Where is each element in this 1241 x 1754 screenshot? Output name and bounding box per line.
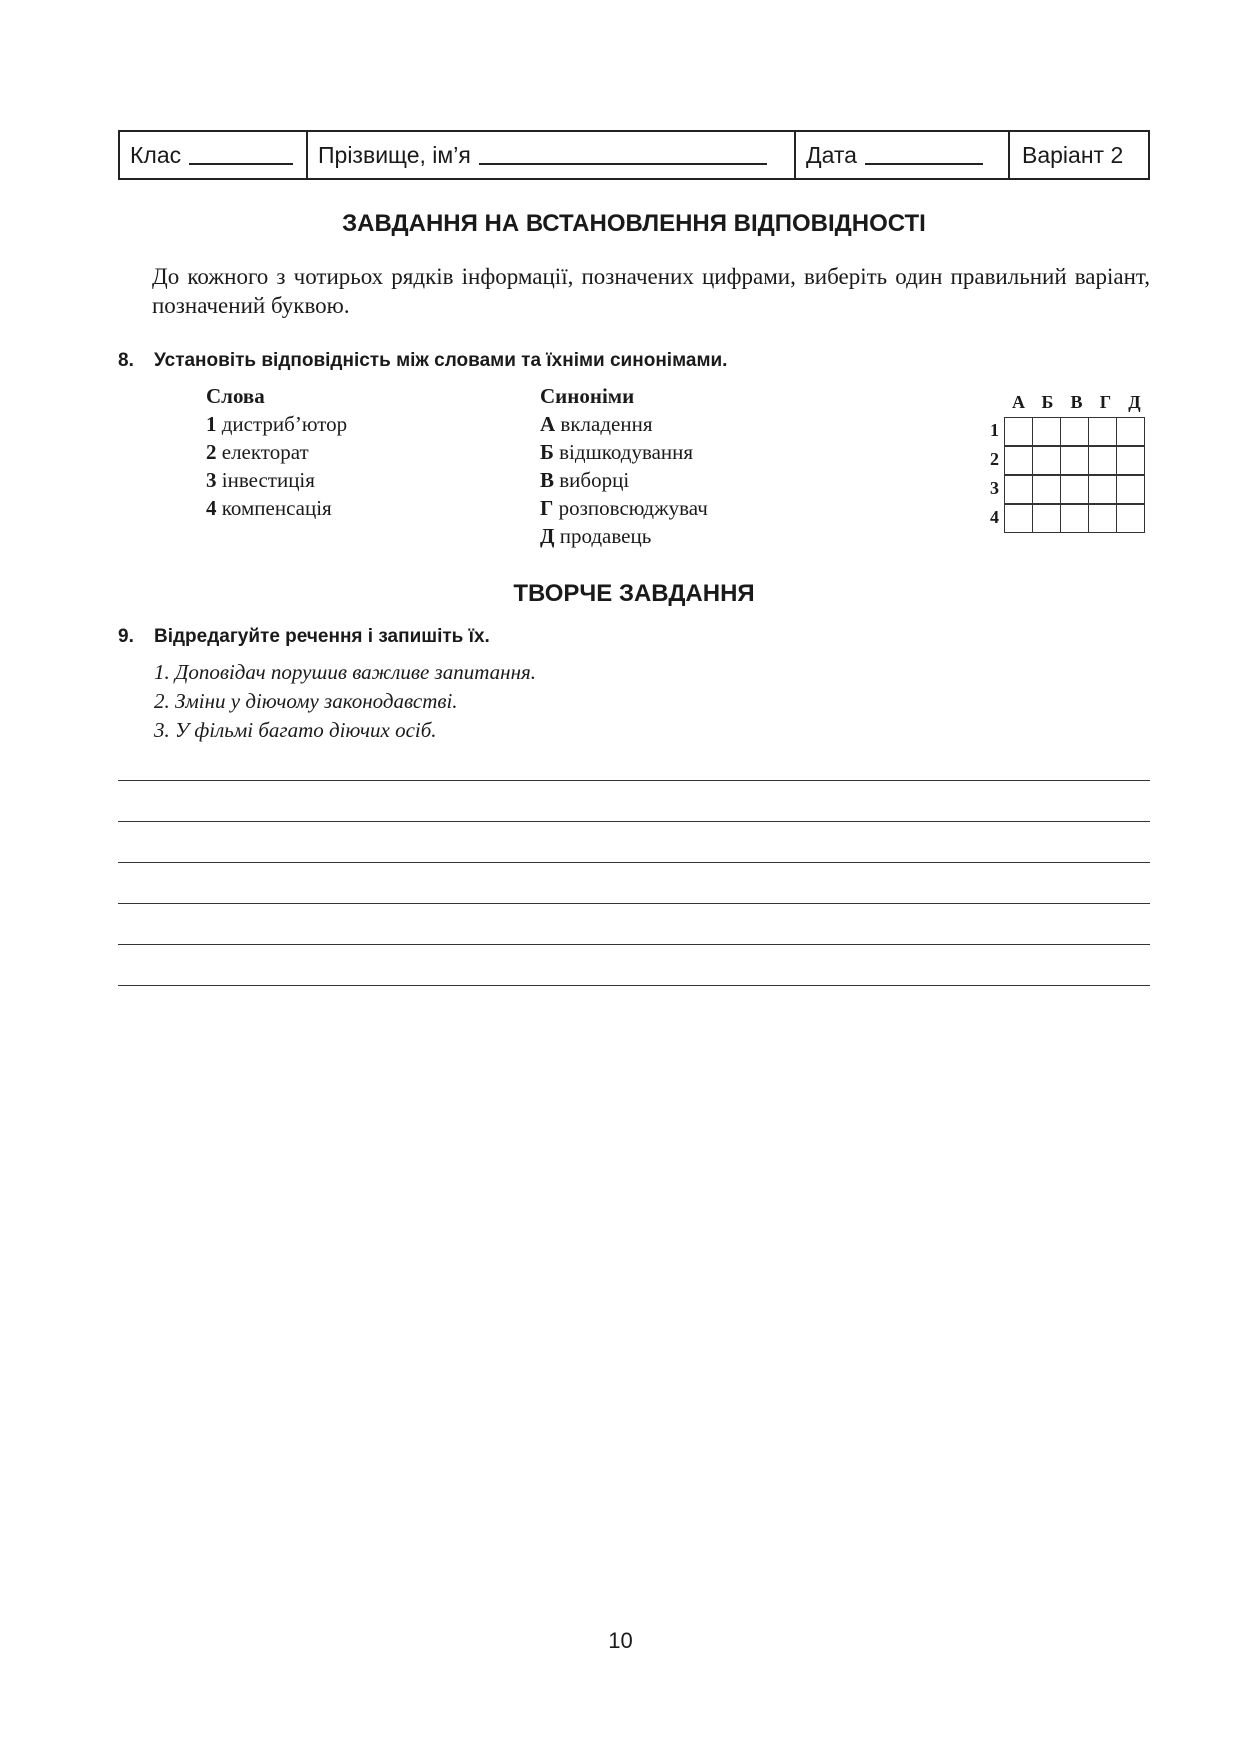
grid-col-label: А xyxy=(1012,392,1025,412)
words-column xyxy=(206,382,347,522)
grid-row xyxy=(990,474,1149,503)
grid-cell[interactable] xyxy=(1004,475,1033,504)
answer-line[interactable] xyxy=(118,903,1150,904)
grid-row xyxy=(990,445,1149,474)
grid-row-label: 2 xyxy=(990,449,999,469)
synonym-item: А вкладення xyxy=(540,412,653,436)
grid-cell[interactable] xyxy=(1004,446,1033,475)
words-header: Слова xyxy=(206,384,265,408)
grid-cell[interactable] xyxy=(1032,475,1061,504)
date-blank[interactable] xyxy=(865,145,983,165)
grid-cell[interactable] xyxy=(1116,446,1145,475)
header-table xyxy=(118,130,1150,180)
class-cell xyxy=(120,132,308,178)
answer-line[interactable] xyxy=(118,780,1150,781)
grid-cell[interactable] xyxy=(1032,417,1061,446)
grid-cell[interactable] xyxy=(1116,504,1145,533)
grid-row xyxy=(990,503,1149,532)
section-title-creative: ТВОРЧЕ ЗАВДАННЯ xyxy=(513,580,755,607)
sentence-item: 3. У фільмі багато діючих осіб. xyxy=(154,718,437,742)
answer-grid xyxy=(990,392,1149,532)
synonym-item: Б відшкодування xyxy=(540,440,694,464)
sentence-item: 2. Зміни у діючому законодавстві. xyxy=(154,689,458,713)
grid-cell[interactable] xyxy=(1004,504,1033,533)
class-blank[interactable] xyxy=(189,145,293,165)
grid-cell[interactable] xyxy=(1060,504,1089,533)
synonym-item: Д продавець xyxy=(540,524,652,548)
synonym-item: В виборці xyxy=(540,468,630,492)
answer-line[interactable] xyxy=(118,821,1150,822)
variant-label: Варіант 2 xyxy=(1022,141,1124,168)
grid-cell[interactable] xyxy=(1060,417,1089,446)
grid-cell[interactable] xyxy=(1116,417,1145,446)
grid-cell[interactable] xyxy=(1032,446,1061,475)
grid-col-label: Г xyxy=(1099,392,1112,412)
task-8 xyxy=(118,350,1150,372)
section-title-matching: ЗАВДАННЯ НА ВСТАНОВЛЕННЯ ВІДПОВІДНОСТІ xyxy=(342,210,926,237)
grid-col-label: Б xyxy=(1041,392,1054,412)
name-cell xyxy=(308,132,796,178)
synonyms-header: Синоніми xyxy=(540,384,635,408)
page-number: 10 xyxy=(608,1628,633,1653)
grid-cell[interactable] xyxy=(1060,475,1089,504)
grid-cell[interactable] xyxy=(1116,475,1145,504)
grid-cell[interactable] xyxy=(1032,504,1061,533)
word-item: 3 інвестиція xyxy=(206,468,315,492)
variant-cell xyxy=(1010,132,1148,178)
grid-cell[interactable] xyxy=(1060,446,1089,475)
word-item: 4 компенсація xyxy=(206,496,332,520)
grid-cell[interactable] xyxy=(1088,417,1117,446)
grid-col-label: В xyxy=(1070,392,1083,412)
name-blank[interactable] xyxy=(479,145,767,165)
answer-line[interactable] xyxy=(118,862,1150,863)
word-item: 2 електорат xyxy=(206,440,309,464)
answer-grid-header xyxy=(1004,392,1149,416)
grid-row-label: 3 xyxy=(990,478,999,498)
task-8-number: 8. xyxy=(118,350,134,371)
synonyms-column xyxy=(540,382,708,550)
date-label: Дата xyxy=(806,141,857,168)
name-label: Прізвище, ім’я xyxy=(318,141,471,168)
answer-line[interactable] xyxy=(118,985,1150,986)
section-intro: До кожного з чотирьох рядків інформації, позначених цифрами, виберіть один правильний варіант, позначений буквою. xyxy=(152,264,1150,318)
grid-row-label: 4 xyxy=(990,507,999,527)
task-9-number: 9. xyxy=(118,626,134,647)
synonym-item: Г розповсюджувач xyxy=(540,496,708,520)
date-cell xyxy=(796,132,1010,178)
sentence-item: 1. Доповідач порушив важливе запитання. xyxy=(154,660,536,684)
example-sentences xyxy=(154,658,536,745)
grid-row-label: 1 xyxy=(990,420,999,440)
grid-cell[interactable] xyxy=(1088,446,1117,475)
task-9-text: Відредагуйте речення і запишіть їх. xyxy=(154,626,490,647)
grid-row xyxy=(990,416,1149,445)
word-item: 1 дистриб’ютор xyxy=(206,412,348,436)
task-9 xyxy=(118,626,1150,648)
answer-line[interactable] xyxy=(118,944,1150,945)
grid-cell[interactable] xyxy=(1088,475,1117,504)
grid-cell[interactable] xyxy=(1004,417,1033,446)
task-8-text: Установіть відповідність між словами та їхніми синонімами. xyxy=(154,350,728,371)
class-label: Клас xyxy=(130,141,182,168)
grid-col-label: Д xyxy=(1128,392,1141,412)
grid-cell[interactable] xyxy=(1088,504,1117,533)
